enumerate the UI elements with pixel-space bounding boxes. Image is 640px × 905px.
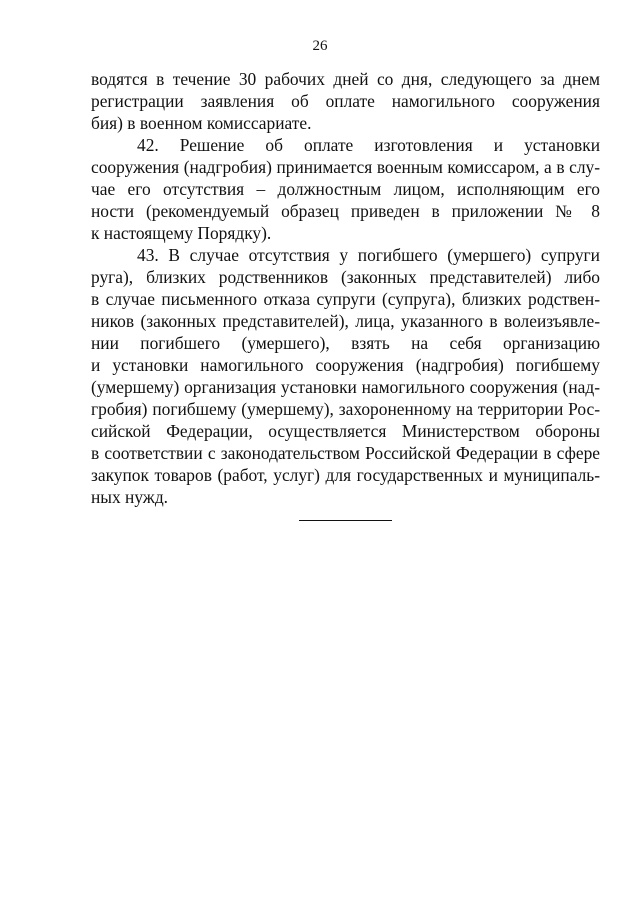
text-line: (умершему) организация установки намогильного сооружения (над- (91, 377, 600, 397)
text-line: к настоящему Порядку). (91, 223, 272, 243)
text-line: сооружения (надгробия) принимается военным комиссаром, а в слу- (91, 157, 600, 177)
text-line: водятся в течение 30 рабочих дней со дня, следующего за днем (91, 69, 600, 89)
text-line: чае его отсутствия – должностным лицом, исполняющим его (91, 179, 600, 199)
text-line: ности (рекомендуемый образец приведен в приложении № 8 (91, 201, 600, 221)
text-line: нии погибшего (умершего), взять на себя организацию (91, 333, 600, 353)
text-line: закупок товаров (работ, услуг) для государственных и муниципаль- (91, 465, 600, 485)
separator-line (299, 520, 392, 521)
text-line: сийской Федерации, осуществляется Министерством обороны (91, 421, 600, 441)
text-line: регистрации заявления об оплате намогильного сооружения (91, 91, 600, 111)
text-line: руга), близких родственников (законных представителей) либо (91, 267, 600, 287)
paragraph-42-first-line: 42. Решение об оплате изготовления и установки (137, 135, 600, 155)
text-line: бия) в военном комиссариате. (91, 113, 312, 133)
text-line: ников (законных представителей), лица, указанного в волеизъявле- (91, 311, 600, 331)
text-line: в случае письменного отказа супруги (супруга), близких родствен- (91, 289, 600, 309)
text-line: в соответствии с законодательством Российской Федерации в сфере (91, 443, 600, 463)
text-line: и установки намогильного сооружения (надгробия) погибшему (91, 355, 600, 375)
paragraph-43-first-line: 43. В случае отсутствия у погибшего (умершего) супруги (137, 245, 600, 265)
page-number: 26 (312, 38, 328, 54)
text-line: ных нужд. (91, 487, 169, 507)
text-line: гробия) погибшему (умершему), захороненному на территории Рос- (91, 399, 600, 419)
